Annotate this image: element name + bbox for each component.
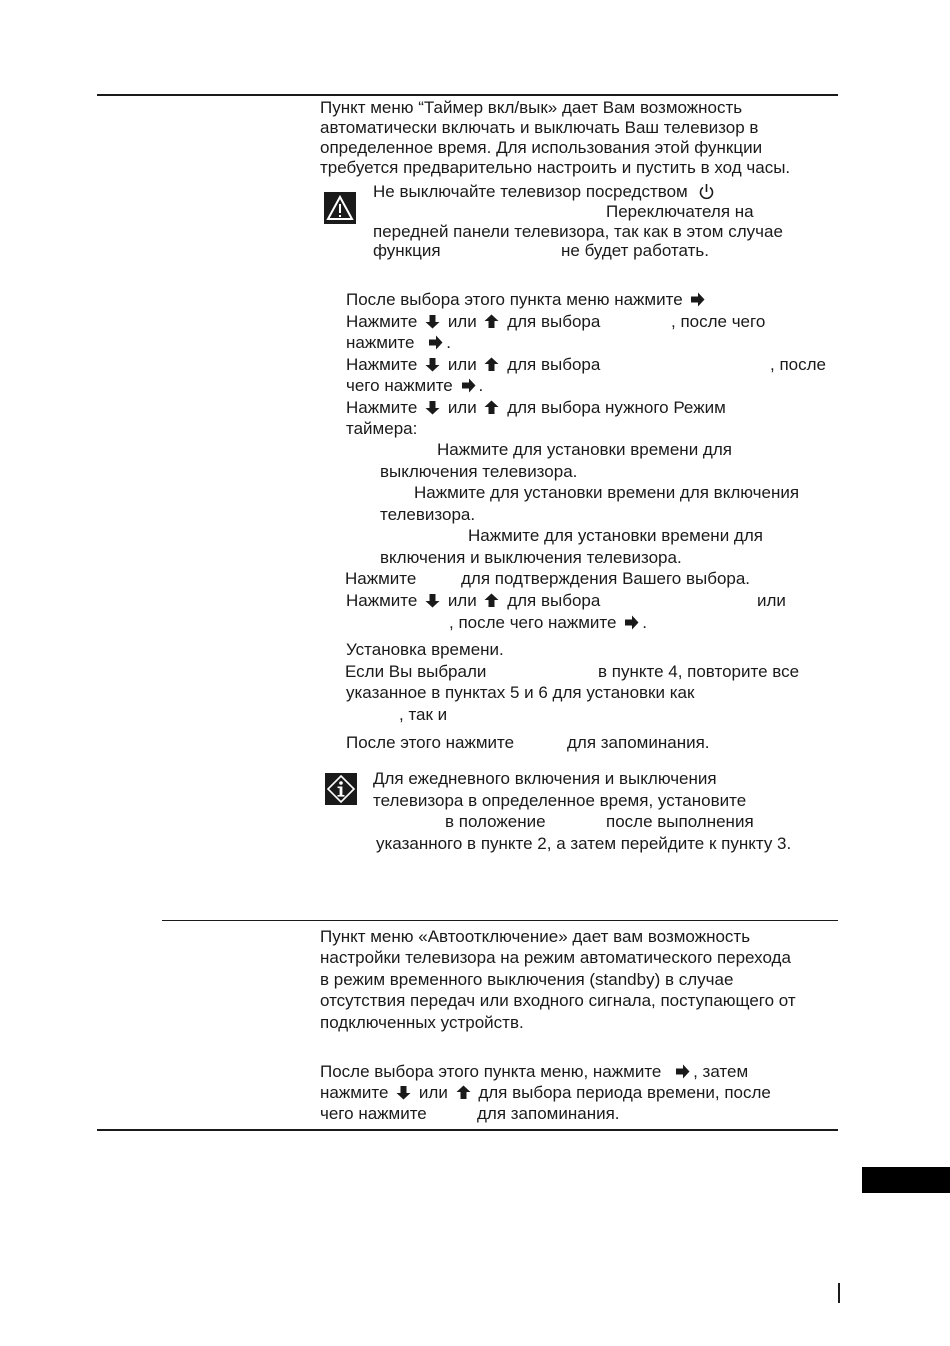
info-line: телевизора в определенное время, установите xyxy=(373,791,747,810)
language-tab xyxy=(862,1167,950,1193)
step-3 xyxy=(346,354,600,376)
option-1: Нажмите для установки времени для xyxy=(437,440,732,459)
step-text: После выбора этого пункта меню нажмите xyxy=(346,290,683,309)
step-7: , так и xyxy=(399,705,448,724)
warning-text: Не выключайте телевизор посредством xyxy=(373,182,688,201)
section2-step-line3: чего нажмите xyxy=(320,1104,427,1123)
warning-line xyxy=(373,181,715,203)
warning-line: не будет работать. xyxy=(561,241,709,260)
option-1: выключения телевизора. xyxy=(380,462,578,481)
intro-line: Пункт меню “Таймер вкл/вык» дает Вам возможность xyxy=(320,98,743,117)
arrow-down-icon xyxy=(424,313,441,330)
step-6-cont: или xyxy=(757,591,786,610)
step-7: Если Вы выбрали xyxy=(345,662,487,681)
step-2 xyxy=(346,311,600,333)
arrow-up-icon xyxy=(483,356,500,373)
step-6-line2 xyxy=(449,612,647,634)
step-text: чего нажмите xyxy=(346,376,453,395)
step-text: для выбора xyxy=(507,355,601,374)
intro2-line: настройки телевизора на режим автоматического перехода xyxy=(320,948,791,967)
step-text: . xyxy=(446,333,451,352)
step-text: , затем xyxy=(693,1062,749,1081)
step-text: или xyxy=(447,398,477,417)
arrow-up-icon xyxy=(483,399,500,416)
option-3: Нажмите для установки времени для xyxy=(468,526,763,545)
step-text: Нажмите xyxy=(346,398,418,417)
section2-step-line2 xyxy=(320,1082,771,1104)
option-2: Нажмите для установки времени для включения xyxy=(414,483,800,502)
warning-line: передней панели телевизора, так как в этом случае xyxy=(373,222,783,241)
warning-triangle-icon xyxy=(324,192,356,224)
step-4 xyxy=(346,397,726,419)
intro-line: автоматически включать и выключать Ваш телевизор в xyxy=(320,118,759,137)
step-text: или xyxy=(447,312,477,331)
step-text: Нажмите xyxy=(346,591,418,610)
step-7: в пункте 4, повторите все xyxy=(598,662,800,681)
step-text: Нажмите xyxy=(346,312,418,331)
intro2-line: отсутствия передач или входного сигнала, поступающего от xyxy=(320,991,796,1010)
page-number-divider xyxy=(838,1283,840,1303)
step-text: После выбора этого пункта меню, нажмите xyxy=(320,1062,662,1081)
step-2-cont: , после чего xyxy=(671,312,766,331)
step-text: для выбора xyxy=(507,591,601,610)
option-3: включения и выключения телевизора. xyxy=(380,548,682,567)
arrow-right-icon xyxy=(427,334,444,351)
step-text: для выбора нужного Режим xyxy=(507,398,726,417)
step-3-line2 xyxy=(346,375,483,397)
step-text: . xyxy=(642,613,647,632)
step-3-cont: , после xyxy=(770,355,826,374)
step-text: или xyxy=(447,591,477,610)
section-divider xyxy=(162,920,838,921)
arrow-right-icon xyxy=(674,1063,691,1080)
step-5: Нажмите xyxy=(345,569,417,588)
step-text: нажмите xyxy=(320,1083,389,1102)
step-8: После этого нажмите xyxy=(346,733,515,752)
info-line: Для ежедневного включения и выключения xyxy=(373,769,717,788)
step-text: или xyxy=(447,355,477,374)
step-text: для выбора xyxy=(507,312,601,331)
arrow-up-icon xyxy=(455,1084,472,1101)
intro2-line: Пункт меню «Автоотключение» дает вам возможность xyxy=(320,927,751,946)
arrow-down-icon xyxy=(424,592,441,609)
intro-line: определенное время. Для использования этой функции xyxy=(320,138,763,157)
intro-line: требуется предварительно настроить и пустить в ход часы. xyxy=(320,158,791,177)
warning-line: Переключателя на xyxy=(606,202,754,221)
warning-line: функция xyxy=(373,241,441,260)
step-text: для выбора периода времени, после xyxy=(478,1083,771,1102)
info-icon xyxy=(325,773,357,805)
step-5: для подтверждения Вашего выбора. xyxy=(461,569,751,588)
intro2-line: подключенных устройств. xyxy=(320,1013,524,1032)
step-6 xyxy=(346,590,600,612)
step-text: или xyxy=(418,1083,448,1102)
step-text: Нажмите xyxy=(346,355,418,374)
step-7: Установка времени. xyxy=(346,640,504,659)
arrow-right-icon xyxy=(623,614,640,631)
section2-step-line1 xyxy=(320,1061,748,1083)
step-8: для запоминания. xyxy=(567,733,710,752)
arrow-up-icon xyxy=(483,592,500,609)
arrow-down-icon xyxy=(424,356,441,373)
step-text: , после чего нажмите xyxy=(449,613,617,632)
step-text: нажмите xyxy=(346,333,415,352)
top-rule xyxy=(97,94,838,96)
info-line: после выполнения xyxy=(606,812,754,831)
step-7: указанное в пунктах 5 и 6 для установки как xyxy=(346,683,695,702)
bottom-rule xyxy=(97,1129,838,1131)
arrow-down-icon xyxy=(395,1084,412,1101)
arrow-up-icon xyxy=(483,313,500,330)
step-text: . xyxy=(478,376,484,395)
step-1 xyxy=(346,289,708,311)
option-2: телевизора. xyxy=(380,505,476,524)
intro2-line: в режим временного выключения (standby) в случае xyxy=(320,970,734,989)
info-line: указанного в пункте 2, а затем перейдите к пункту 3. xyxy=(376,834,792,853)
step-4-line2: таймера: xyxy=(346,419,418,438)
arrow-down-icon xyxy=(424,399,441,416)
arrow-right-icon xyxy=(460,377,477,394)
info-line: в положение xyxy=(445,812,546,831)
arrow-right-icon xyxy=(689,291,706,308)
power-standby-icon xyxy=(698,183,715,200)
section2-step-line3: для запоминания. xyxy=(477,1104,620,1123)
step-2-line2 xyxy=(346,332,451,354)
